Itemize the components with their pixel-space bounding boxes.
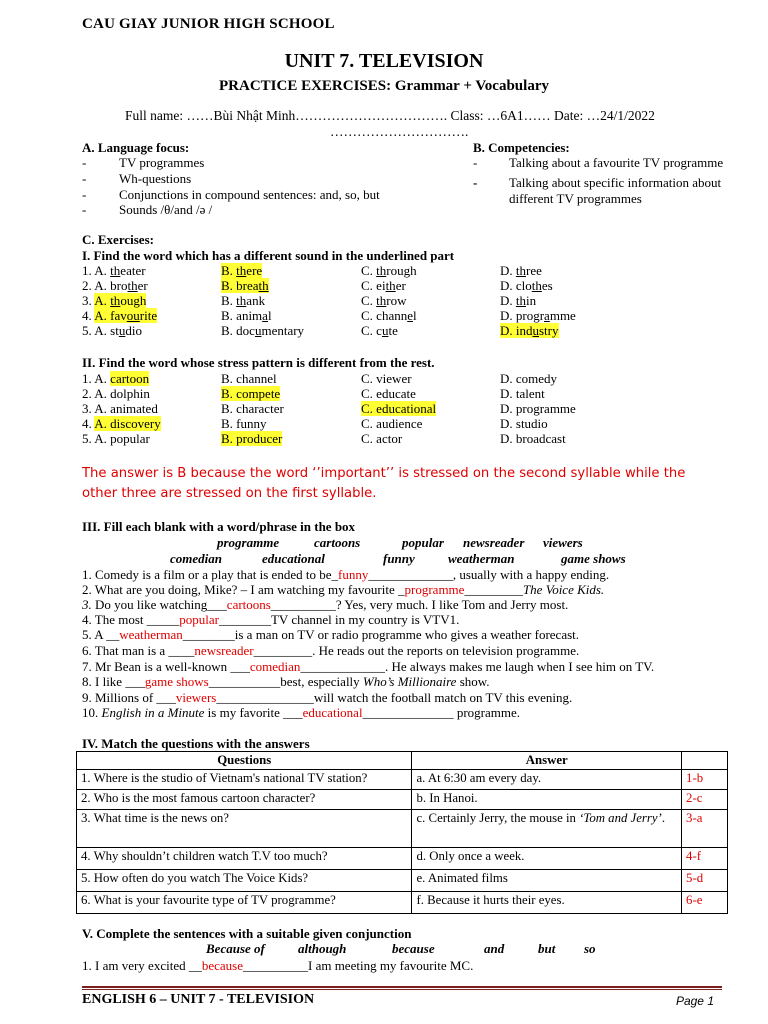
- option-selected: C. educational: [361, 401, 437, 416]
- student-info-line-cont: ………………………….: [330, 124, 469, 139]
- section-b-item: - Talking about a favourite TV programme: [473, 155, 724, 170]
- option: D. thin: [500, 293, 537, 308]
- option: D. talent: [500, 386, 545, 401]
- section-a-title: A. Language focus:: [82, 140, 190, 155]
- answer-cell: d. Only once a week.: [412, 848, 682, 870]
- question-cell: 4. Why shouldn’t children watch T.V too much?: [77, 848, 412, 870]
- section-a-item: - Sounds /θ/and /ə /: [82, 202, 213, 217]
- box-word: but: [538, 941, 556, 956]
- option-selected: 1. A. cartoon: [82, 371, 150, 386]
- match-table: [76, 751, 728, 914]
- option: C. either: [361, 278, 406, 293]
- table-row: [77, 848, 728, 870]
- answer-cell: f. Because it hurts their eyes.: [412, 892, 682, 914]
- option: D. programme: [500, 308, 576, 323]
- option-selected: B. compete: [221, 386, 281, 401]
- section-b-item-cont: different TV programmes: [509, 191, 642, 206]
- option: B. thank: [221, 293, 266, 308]
- option: C. audience: [361, 416, 423, 431]
- key-cell: 5-d: [682, 870, 728, 892]
- fill-sentence-8: 8. I like ___game shows___________best, especially Who’s Millionaire show.: [82, 674, 490, 689]
- exercise-5-title: V. Complete the sentences with a suitable given conjunction: [82, 926, 412, 941]
- exercise-1-title: I. Find the word which has a different sound in the underlined part: [82, 248, 455, 263]
- table-row: [77, 810, 728, 848]
- question-cell: 1. Where is the studio of Vietnam's national TV station?: [77, 770, 412, 790]
- footer-rule: [82, 986, 722, 988]
- option: 2. A. dolphin: [82, 386, 150, 401]
- answer-cell: b. In Hanoi.: [412, 790, 682, 810]
- option-selected: B. producer: [221, 431, 283, 446]
- box-word: newsreader: [463, 535, 525, 550]
- box-word: popular: [402, 535, 444, 550]
- header-questions: Questions: [77, 752, 412, 770]
- section-a-item: - Wh-questions: [82, 171, 192, 186]
- footer-title: ENGLISH 6 – UNIT 7 - TELEVISION: [82, 992, 315, 1007]
- question-cell: 5. How often do you watch The Voice Kids?: [77, 870, 412, 892]
- option: C. through: [361, 263, 417, 278]
- section-a-item: - Conjunctions in compound sentences: and, so, but: [82, 187, 380, 202]
- box-word: game shows: [561, 551, 626, 566]
- option-selected: 3. A. though: [82, 293, 147, 308]
- option: B. animal: [221, 308, 272, 323]
- option-selected: B. breath: [221, 278, 269, 293]
- fill-sentence-7: 7. Mr Bean is a well-known ___comedian_____________. He always makes me laugh when I see him on TV.: [82, 659, 655, 674]
- box-word: funny: [383, 551, 415, 566]
- box-word: viewers: [543, 535, 583, 550]
- box-word: so: [584, 941, 596, 956]
- box-word: although: [298, 941, 347, 956]
- subtitle: PRACTICE EXERCISES: Grammar + Vocabulary: [219, 78, 549, 94]
- fill-sentence-9: 9. Millions of ___viewers_______________will watch the football match on TV this evening.: [82, 690, 573, 705]
- key-cell: 2-c: [682, 790, 728, 810]
- key-cell: 4-f: [682, 848, 728, 870]
- option: C. educate: [361, 386, 416, 401]
- page-number: Page 1: [675, 994, 714, 1008]
- option: D. clothes: [500, 278, 553, 293]
- answer-cell: a. At 6:30 am every day.: [412, 770, 682, 790]
- school-name: CAU GIAY JUNIOR HIGH SCHOOL: [82, 16, 335, 32]
- fill-sentence-1: 1. Comedy is a film or a play that is ended to be_funny_____________, usually with a happy ending.: [82, 567, 610, 582]
- option-selected: 4. A. favourite: [82, 308, 158, 323]
- option: B. channel: [221, 371, 277, 386]
- exercise-3-title: III. Fill each blank with a word/phrase in the box: [82, 519, 356, 534]
- option: 5. A. studio: [82, 323, 142, 338]
- option: B. character: [221, 401, 284, 416]
- box-word: Because of: [206, 941, 265, 956]
- fill-sentence-5: 5. A __weatherman________is a man on TV or radio programme who gives a weather forecast.: [82, 627, 580, 642]
- fill-sentence-4: 4. The most _____popular________TV channel in my country is VTV1.: [82, 612, 460, 627]
- box-word: and: [484, 941, 505, 956]
- box-word: because: [392, 941, 435, 956]
- option: B. funny: [221, 416, 267, 431]
- student-info-line: Full name: ……Bùi Nhật Minh……………………………. Class: …6A1…… Date: …24/1/2022: [125, 108, 655, 123]
- option: B. documentary: [221, 323, 305, 338]
- option: C. actor: [361, 431, 403, 446]
- header-key: [682, 752, 728, 770]
- option: D. programme: [500, 401, 576, 416]
- option: 1. A. theater: [82, 263, 146, 278]
- exercise-4-title: IV. Match the questions with the answers: [82, 736, 310, 751]
- table-row: [77, 892, 728, 914]
- key-cell: 1-b: [682, 770, 728, 790]
- section-b-item: - Talking about specific information about: [473, 175, 722, 190]
- box-word: cartoons: [314, 535, 361, 550]
- option: 5. A. popular: [82, 431, 150, 446]
- option: D. comedy: [500, 371, 558, 386]
- header-answer: Answer: [412, 752, 682, 770]
- option: C. cute: [361, 323, 398, 338]
- key-cell: 6-e: [682, 892, 728, 914]
- option: 2. A. brother: [82, 278, 148, 293]
- table-row: [77, 870, 728, 892]
- key-cell: 3-a: [682, 810, 728, 848]
- question-cell: 6. What is your favourite type of TV programme?: [77, 892, 412, 914]
- option-selected: D. industry: [500, 323, 559, 338]
- answer-cell: e. Animated films: [412, 870, 682, 892]
- section-c-title: C. Exercises:: [82, 232, 154, 247]
- box-word: weatherman: [448, 551, 515, 566]
- option-selected: B. there: [221, 263, 263, 278]
- section-b-title: B. Competencies:: [473, 140, 570, 155]
- option-selected: 4. A. discovery: [82, 416, 161, 431]
- section-a-item: - TV programmes: [82, 155, 205, 170]
- box-word: educational: [262, 551, 325, 566]
- table-row: [77, 770, 728, 790]
- table-row: [77, 790, 728, 810]
- fill-sentence-6: 6. That man is a ____newsreader_________. He reads out the reports on television programme.: [82, 643, 580, 658]
- option: C. channel: [361, 308, 417, 323]
- question-cell: 2. Who is the most famous cartoon character?: [77, 790, 412, 810]
- option: C. viewer: [361, 371, 412, 386]
- option: C. throw: [361, 293, 407, 308]
- box-word: programme: [217, 535, 280, 550]
- option: D. broadcast: [500, 431, 566, 446]
- box-word: comedian: [170, 551, 222, 566]
- fill-sentence-3: 3. Do you like watching___cartoons__________? Yes, very much. I like Tom and Jerry most.: [82, 597, 569, 612]
- answer-explanation: The answer is B because the word ‘’important’’ is stressed on the second syllable while the other three are stressed on the first syllable.: [82, 466, 686, 501]
- option: D. three: [500, 263, 542, 278]
- footer-rule: [82, 989, 722, 990]
- exercise-2-title: II. Find the word whose stress pattern is different from the rest.: [82, 355, 435, 370]
- option: 3. A. animated: [82, 401, 158, 416]
- option: D. studio: [500, 416, 548, 431]
- unit-title: UNIT 7. TELEVISION: [284, 50, 484, 72]
- answer-cell: c. Certainly Jerry, the mouse in ‘Tom and Jerry’.: [412, 810, 682, 848]
- conjunction-sentence-1: 1. I am very excited __because__________I am meeting my favourite MC.: [82, 958, 474, 973]
- fill-sentence-2: 2. What are you doing, Mike? – I am watching my favourite _programme_________The Voice Kids.: [82, 582, 605, 597]
- question-cell: 3. What time is the news on?: [77, 810, 412, 848]
- fill-sentence-10: 10. English in a Minute is my favorite ___educational______________ programme.: [82, 705, 520, 720]
- table-header-row: [77, 752, 728, 770]
